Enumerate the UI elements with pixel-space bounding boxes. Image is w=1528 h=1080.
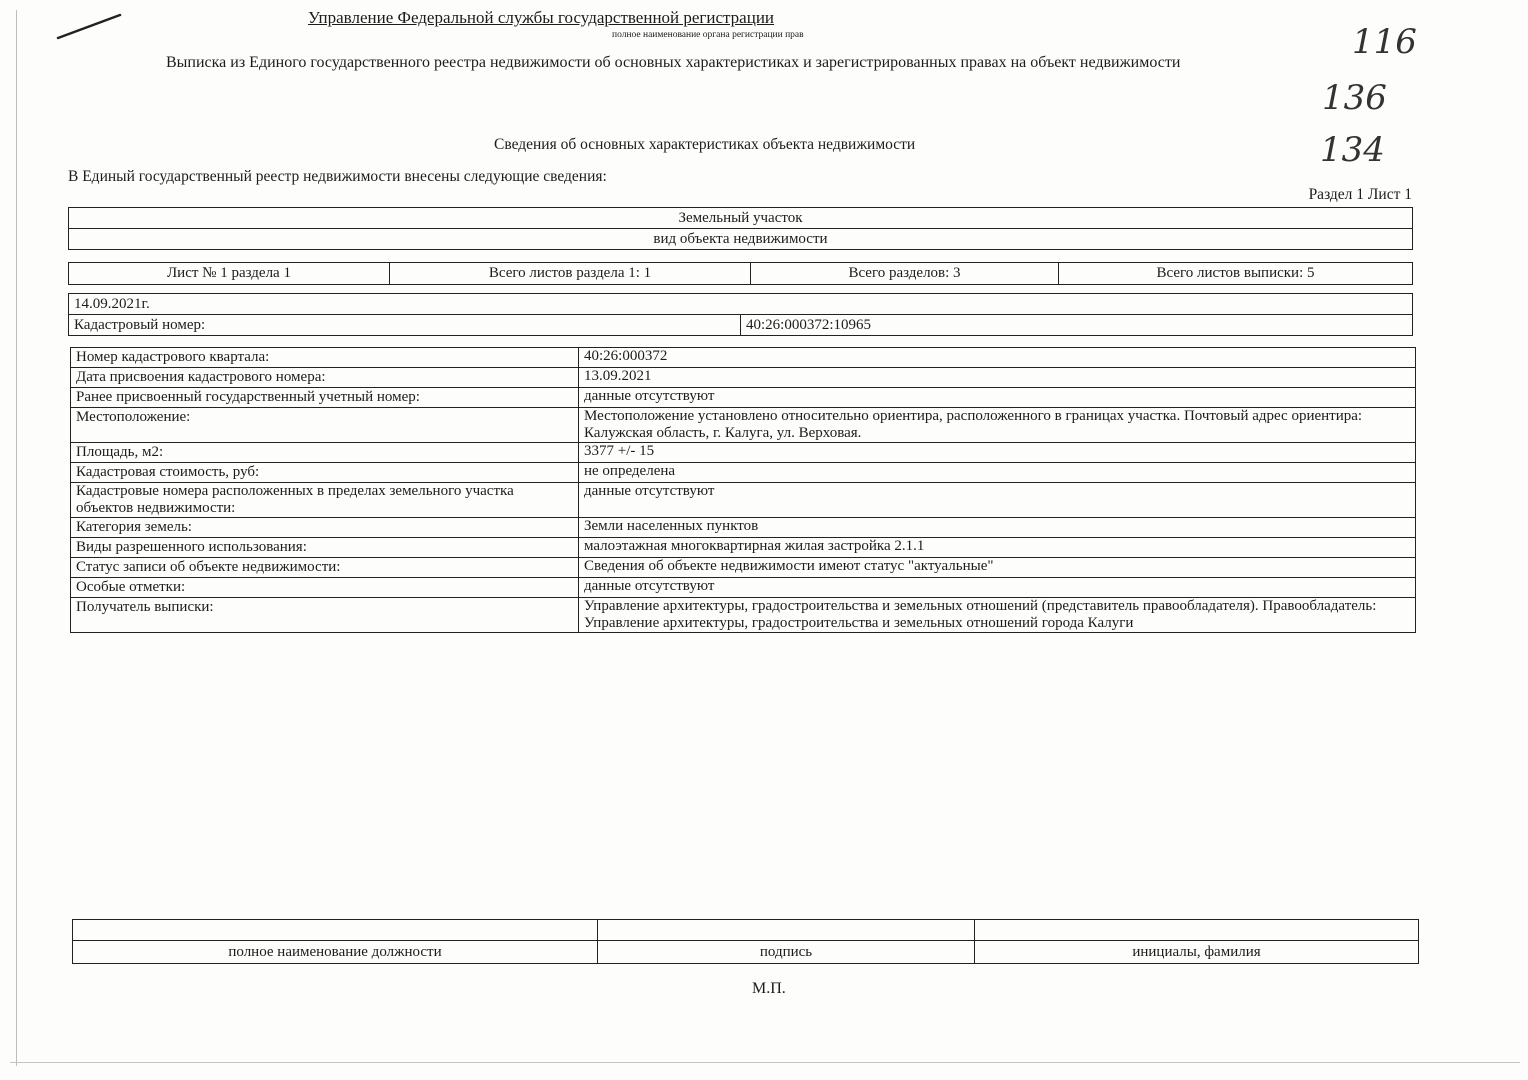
sheet-number: Лист № 1 раздела 1 [69, 263, 390, 285]
position-caption: полное наименование должности [73, 941, 598, 964]
scan-edge-bottom [10, 1062, 1520, 1063]
row-value: данные отсутствуют [579, 578, 1416, 598]
row-value: не определена [579, 463, 1416, 483]
section-sheet-reference: Раздел 1 Лист 1 [1308, 186, 1412, 203]
cadastral-number-label: Кадастровый номер: [69, 315, 741, 336]
row-label: Площадь, м2: [71, 443, 579, 463]
table-row [71, 483, 1416, 518]
cadastral-number-value: 40:26:000372:10965 [741, 315, 1413, 336]
characteristics-table [70, 347, 1416, 633]
row-value: данные отсутствуют [579, 388, 1416, 408]
row-label: Кадастровые номера расположенных в пределах земельного участка объектов недвижимости: [71, 483, 579, 518]
row-label: Дата присвоения кадастрового номера: [71, 368, 579, 388]
row-label: Ранее присвоенный государственный учетный номер: [71, 388, 579, 408]
section-title: Сведения об основных характеристиках объекта недвижимости [494, 136, 916, 153]
row-value: Сведения об объекте недвижимости имеют статус "актуальные" [579, 558, 1416, 578]
name-field [975, 920, 1419, 941]
signature-caption: подпись [598, 941, 975, 964]
document-title: Выписка из Единого государственного реестра недвижимости об основных характеристиках и зарегистрированных правах на объект недвижимости [166, 54, 1181, 71]
row-value: данные отсутствуют [579, 483, 1416, 518]
scan-edge-left [16, 10, 17, 1066]
row-label: Кадастровая стоимость, руб: [71, 463, 579, 483]
registration-authority-caption: полное наименование органа регистрации прав [612, 30, 804, 40]
table-row [71, 388, 1416, 408]
row-label: Категория земель: [71, 518, 579, 538]
table-row [71, 538, 1416, 558]
total-sections: Всего разделов: 3 [751, 263, 1059, 285]
intro-text: В Единый государственный реестр недвижимости внесены следующие сведения: [68, 168, 607, 185]
row-value: Местоположение установлено относительно ориентира, расположенного в границах участка. Почтовый адрес ориентира: Калужская область, г. Калуга, ул. Верховая. [579, 408, 1416, 443]
handwritten-number: 116 [1352, 22, 1417, 62]
name-caption: инициалы, фамилия [975, 941, 1419, 964]
table-row [71, 518, 1416, 538]
row-value: Управление архитектуры, градостроительства и земельных отношений (представитель правообладателя). Правообладатель: Управление архитектуры, градостроительства и земельных отношений города Калуги [579, 598, 1416, 633]
total-sheets-extract: Всего листов выписки: 5 [1059, 263, 1413, 285]
row-label: Статус записи об объекте недвижимости: [71, 558, 579, 578]
table-row [71, 348, 1416, 368]
handwritten-number: 136 [1322, 78, 1387, 118]
table-row [71, 408, 1416, 443]
row-label: Получатель выписки: [71, 598, 579, 633]
table-row [71, 558, 1416, 578]
table-row [71, 598, 1416, 633]
row-label: Особые отметки: [71, 578, 579, 598]
row-value: 13.09.2021 [579, 368, 1416, 388]
signature-table [72, 919, 1419, 964]
object-type-caption: вид объекта недвижимости [69, 229, 1413, 250]
row-value: малоэтажная многоквартирная жилая застройка 2.1.1 [579, 538, 1416, 558]
table-row [71, 368, 1416, 388]
table-row [71, 463, 1416, 483]
total-sheets-section: Всего листов раздела 1: 1 [390, 263, 751, 285]
date-cadastral-table [68, 293, 1413, 336]
stamp-place: М.П. [752, 980, 786, 997]
row-label: Виды разрешенного использования: [71, 538, 579, 558]
signature-field [598, 920, 975, 941]
pen-stroke-mark [54, 10, 126, 42]
handwritten-number: 134 [1320, 130, 1385, 170]
sheets-info-table [68, 262, 1413, 285]
row-value: 3377 +/- 15 [579, 443, 1416, 463]
row-label: Местоположение: [71, 408, 579, 443]
object-type: Земельный участок [69, 208, 1413, 229]
row-value: Земли населенных пунктов [579, 518, 1416, 538]
extract-date: 14.09.2021г. [69, 294, 1413, 315]
row-label: Номер кадастрового квартала: [71, 348, 579, 368]
object-type-table [68, 207, 1413, 250]
table-row [71, 443, 1416, 463]
position-field [73, 920, 598, 941]
registration-authority-name: Управление Федеральной службы государственной регистрации [308, 8, 775, 27]
table-row [71, 578, 1416, 598]
row-value: 40:26:000372 [579, 348, 1416, 368]
